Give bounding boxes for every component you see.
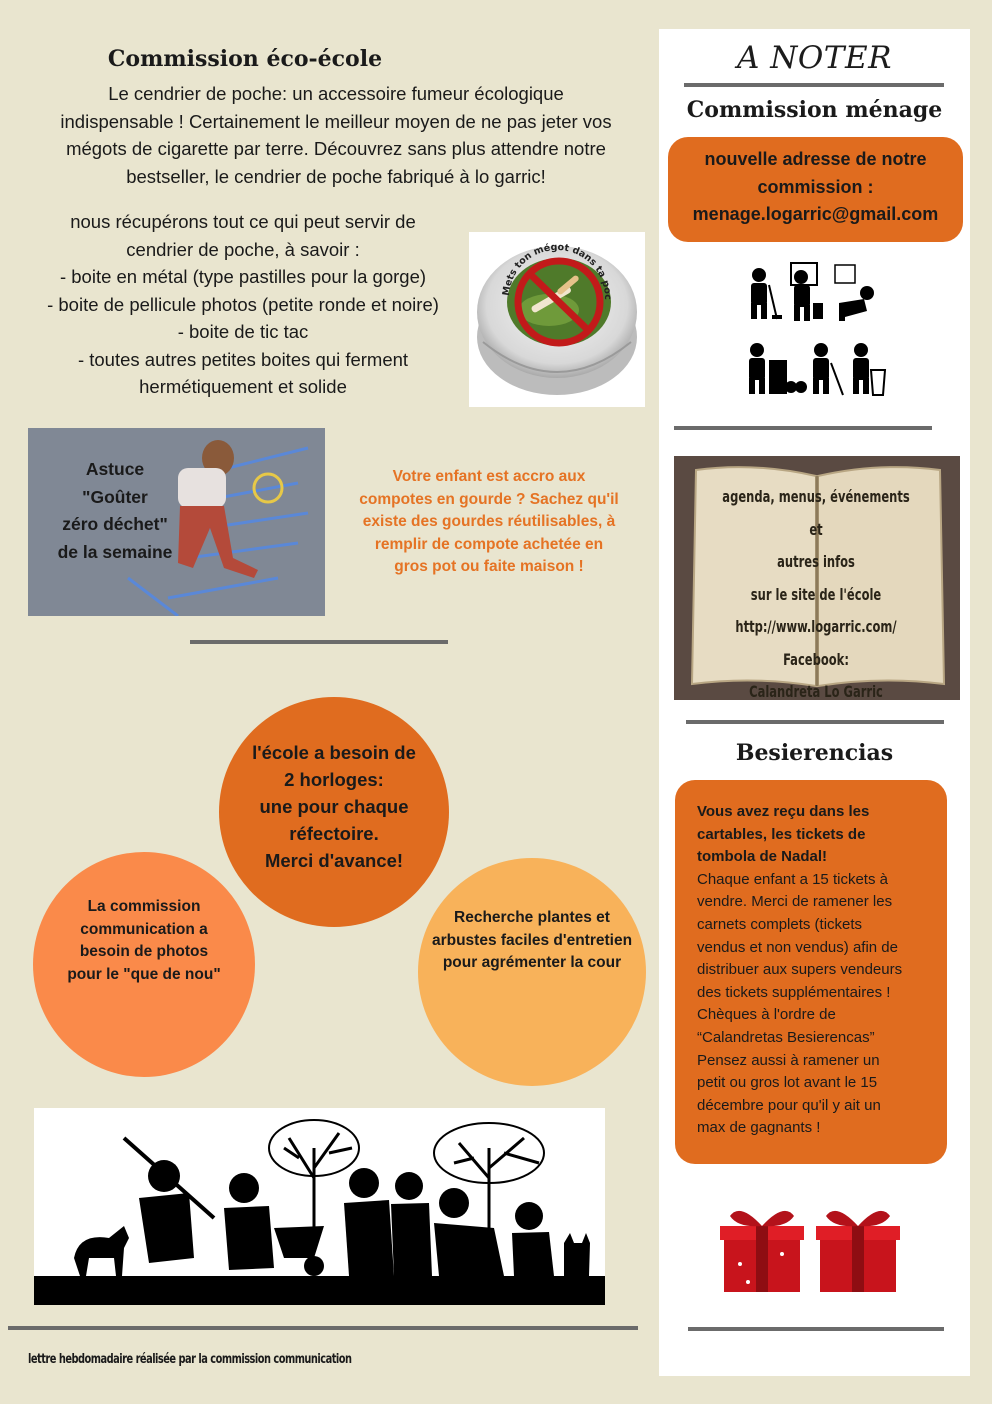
menage-line: nouvelle adresse de notre bbox=[704, 149, 927, 169]
astuce-line: "Goûter bbox=[82, 486, 148, 507]
pocket-ashtray-image bbox=[469, 232, 645, 407]
divider bbox=[674, 426, 932, 430]
astuce-label bbox=[30, 456, 200, 566]
plantes-circle bbox=[418, 858, 646, 1086]
horloges-line: réfectoire. bbox=[289, 823, 379, 844]
cleaning-icon bbox=[739, 255, 894, 407]
intro-line: Le cendrier de poche: un accessoire fumeur écologique bbox=[108, 83, 564, 104]
plantes-text bbox=[432, 907, 632, 975]
eco-ecole-title: Commission éco-école bbox=[107, 46, 383, 72]
divider bbox=[8, 1326, 638, 1330]
divider bbox=[684, 83, 944, 87]
plantes-line: arbustes faciles d'entretien bbox=[431, 931, 633, 949]
tombola-line: petit ou gros lot avant le 15 bbox=[697, 1074, 878, 1092]
communication-line: communication a bbox=[80, 920, 208, 938]
plantes-line: pour agrémenter la cour bbox=[442, 954, 622, 971]
divider bbox=[688, 1327, 944, 1331]
compote-line: compotes en gourde ? Sachez qu'il bbox=[359, 490, 619, 508]
compote-line: existe des gourdes réutilisables, à bbox=[362, 513, 616, 530]
tombola-line: des tickets supplémentaires ! bbox=[697, 983, 891, 1001]
compote-tip bbox=[344, 466, 634, 579]
cleaning-pictograms bbox=[739, 255, 894, 407]
tombola-line: cartables, les tickets de bbox=[697, 825, 866, 843]
besierencias-title: Besierencias bbox=[735, 740, 894, 766]
book-line: agenda, menus, événements et bbox=[722, 487, 910, 539]
collect-line: - boite de tic tac bbox=[177, 321, 309, 342]
communication-line: besoin de photos bbox=[79, 943, 209, 960]
astuce-line: Astuce bbox=[85, 459, 145, 479]
tombola-line: max de gagnants ! bbox=[697, 1119, 821, 1137]
collect-line: - toutes autres petites boites qui ferment bbox=[77, 348, 409, 370]
tombola-line: Chèques à l'ordre de bbox=[697, 1006, 836, 1024]
divider bbox=[190, 640, 448, 644]
horloges-line: Merci d'avance! bbox=[264, 850, 404, 871]
horloges-line: l'école a besoin de bbox=[252, 742, 416, 763]
menage-line: commission : bbox=[757, 176, 874, 197]
communication-text bbox=[67, 896, 220, 986]
sidebar-title: A NOTER bbox=[737, 40, 892, 76]
pocket-ashtray-illustration bbox=[469, 232, 645, 407]
collect-list bbox=[28, 208, 458, 401]
tin-label: Mets ton mégot dans ta poc bbox=[500, 241, 614, 300]
communication-line: La commission bbox=[87, 898, 201, 915]
plantes-line: Recherche plantes et bbox=[454, 909, 610, 926]
intro-line: mégots de cigarette par terre. Découvrez sans plus attendre notre bbox=[66, 138, 606, 159]
intro-line: indispensable ! Certainement le meilleur moyen de ne pas jeter vos bbox=[60, 110, 612, 132]
intro-line: bestseller, le cendrier de poche fabriqué à lo garric! bbox=[126, 165, 546, 187]
astuce-line: de la semaine bbox=[57, 541, 173, 562]
horloges-text bbox=[252, 739, 416, 874]
tombola-line: vendus et non vendus) afin de bbox=[697, 938, 898, 956]
horloges-circle bbox=[219, 697, 449, 927]
astuce-line: zéro déchet" bbox=[62, 514, 168, 534]
tombola-line: distribuer aux supers vendeurs bbox=[697, 961, 903, 979]
book-info-text bbox=[718, 481, 913, 709]
horloges-line: une pour chaque bbox=[259, 796, 409, 817]
menage-title: Commission ménage bbox=[686, 97, 943, 123]
menage-address-box bbox=[668, 137, 963, 242]
collect-line: nous récupérons tout ce qui peut servir de bbox=[70, 211, 416, 232]
tombola-line: “Calandretas Besierencas” bbox=[697, 1028, 875, 1046]
menage-email[interactable]: menage.logarric@gmail.com bbox=[692, 204, 939, 224]
tombola-line: Pensez aussi à ramener un bbox=[697, 1051, 880, 1069]
tombola-line: tombola de Nadal! bbox=[697, 848, 828, 866]
communication-circle bbox=[33, 852, 255, 1077]
book-line: autres infos bbox=[777, 552, 855, 571]
tombola-line: Vous avez reçu dans les bbox=[697, 803, 870, 820]
gift-icon bbox=[720, 1204, 900, 1304]
tombola-line: vendre. Merci de ramener les bbox=[697, 893, 893, 911]
children-silhouette-illustration bbox=[34, 1108, 605, 1305]
book-line: Facebook: bbox=[783, 649, 849, 669]
eco-ecole-intro bbox=[30, 80, 642, 190]
school-website-link[interactable]: http://www.logarric.com/ bbox=[735, 617, 897, 636]
collect-line: cendrier de poche, à savoir : bbox=[126, 238, 360, 260]
compote-line: gros pot ou faite maison ! bbox=[394, 558, 584, 575]
tombola-line: carnets complets (tickets bbox=[697, 915, 863, 933]
compote-line: remplir de compote achetée en bbox=[374, 535, 604, 553]
collect-line: - boite en métal (type pastilles pour la gorge) bbox=[59, 266, 427, 287]
children-silhouette-image bbox=[34, 1108, 605, 1305]
collect-line: hermétiquement et solide bbox=[139, 376, 347, 397]
tombola-line: Chaque enfant a 15 tickets à bbox=[697, 870, 888, 888]
footer-credit: lettre hebdomadaire réalisée par la commission communication bbox=[28, 1352, 352, 1367]
collect-line: - boite de pellicule photos (petite ronde et noire) bbox=[47, 293, 439, 315]
compote-line: Votre enfant est accro aux bbox=[392, 468, 586, 485]
book-line: sur le site de l'école bbox=[750, 584, 882, 604]
tombola-line: décembre pour qu'il y ait un bbox=[697, 1096, 881, 1114]
gift-boxes-image bbox=[720, 1204, 900, 1304]
tombola-box bbox=[675, 780, 947, 1164]
communication-line: pour le "que de nou" bbox=[67, 965, 221, 983]
facebook-page-link[interactable]: Calandreta Lo Garric bbox=[749, 682, 883, 701]
horloges-line: 2 horloges: bbox=[284, 769, 384, 790]
divider bbox=[686, 720, 944, 724]
